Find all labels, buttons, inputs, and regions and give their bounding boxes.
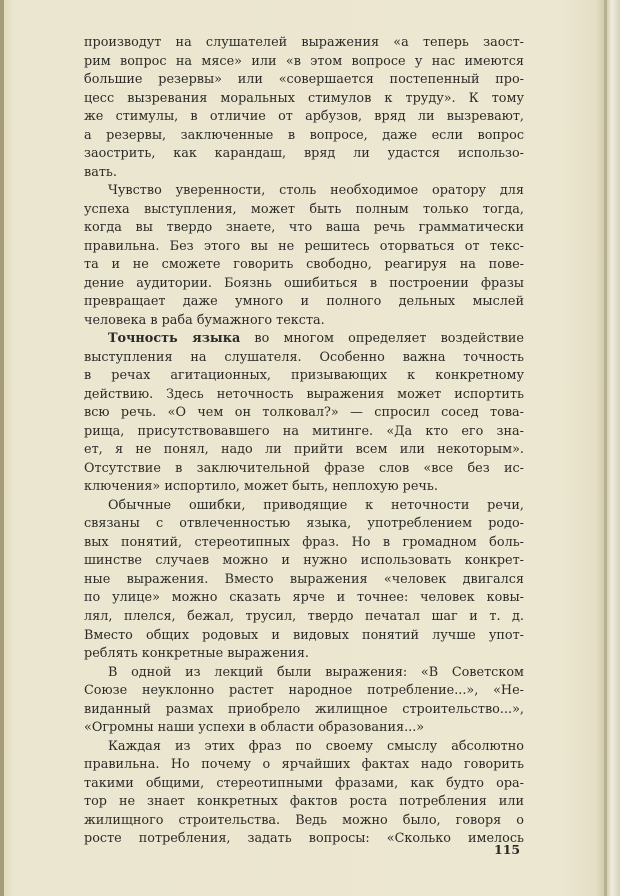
text-line: же стимулы, в отличие от арбузов, вряд ли вызревают, [84, 109, 524, 125]
text-line: росте потребления, задать вопросы: «Сколько имелось [84, 831, 524, 847]
text-line: большие резервы» или «совершается постепенный про- [84, 72, 524, 88]
text-line: связаны с отвлеченностью языка, употреблением родо- [84, 516, 524, 532]
text-line: а резервы, заключенные в вопросе, даже если вопрос [84, 127, 524, 143]
text-line: Каждая из этих фраз по своему смыслу абсолютно [108, 738, 524, 754]
text-line: действию. Здесь неточность выражения может испортить [84, 386, 524, 402]
text-line: лял, плелся, бежал, трусил, твердо печатал шаг и т. д. [84, 608, 524, 624]
text-line: та и не сможете говорить свободно, реагируя на пове- [84, 257, 524, 273]
text-line: такими общими, стереотипными фразами, как будто ора- [84, 775, 524, 791]
text-line: рища, присутствовавшего на митинге. «Да кто его зна- [84, 423, 524, 439]
text-line: Отсутствие в заключительной фразе слов «все без ис- [84, 460, 524, 476]
text-line-bold-lead [84, 330, 524, 349]
page-outer-edge [604, 0, 607, 896]
text-line: жилищного строительства. Ведь можно было, говоря о [84, 812, 524, 828]
text-line: превращает даже умного и полного дельных мыслей [84, 294, 524, 310]
text-line: цесс вызревания моральных стимулов к труду». К тому [84, 90, 524, 106]
text-line: правильна. Без этого вы не решитесь оторваться от текс- [84, 238, 524, 254]
text-line: когда вы твердо знаете, что ваша речь грамматически [84, 220, 524, 236]
text-line: Вместо общих родовых и видовых понятий лучше упот- [84, 627, 524, 643]
text-line: тор не знает конкретных фактов роста потребления или [84, 794, 524, 810]
text-line: ные выражения. Вместо выражения «человек двигался [84, 571, 524, 587]
text-line: дение аудитории. Боязнь ошибиться в построении фразы [84, 275, 524, 291]
text-line: рим вопрос на мясе» или «в этом вопросе у нас имеются [84, 53, 524, 69]
body-text [84, 34, 524, 849]
text-line: шинстве случаев можно и нужно использовать конкрет- [84, 553, 524, 569]
text-line: «Огромны наши успехи в области образования...» [84, 720, 425, 736]
text-line: реблять конкретные выражения. [84, 646, 309, 662]
text-line: вых понятий, стереотипных фраз. Но в громадном боль- [84, 534, 524, 550]
text-line: в речах агитационных, призывающих к конкретному [84, 368, 524, 384]
text-line: ет, я не понял, надо ли прийти всем или некоторым». [84, 442, 524, 458]
text-line: Обычные ошибки, приводящие к неточности речи, [108, 497, 524, 513]
text-line: по улице» можно сказать ярче и точнее: человек ковы- [84, 590, 524, 606]
bold-term: Точность языка [108, 331, 241, 347]
text-line: человека в раба бумажного текста. [84, 312, 325, 328]
text-line: Чувство уверенности, столь необходимое оратору для [108, 183, 524, 199]
bold-lead-rest: во многом определяет воздействие [240, 331, 524, 347]
text-line: заострить, как карандаш, вряд ли удастся использо- [84, 146, 524, 162]
text-line: виданный размах приобрело жилищное строительство...», [84, 701, 524, 717]
text-line: правильна. Но почему о ярчайших фактах надо говорить [84, 757, 524, 773]
page-binding-edge [0, 0, 4, 896]
page-number: 115 [494, 842, 521, 857]
text-line: В одной из лекций были выражения: «В Советском [108, 664, 524, 680]
text-line: ключения» испортило, может быть, неплохую речь. [84, 479, 438, 495]
text-line: вать. [84, 164, 117, 180]
text-line: производут на слушателей выражения «а теперь заост- [84, 35, 524, 50]
text-line: выступления на слушателя. Особенно важна точность [84, 349, 524, 365]
text-line: Союзе неуклонно растет народное потребление...», «Не- [84, 683, 524, 699]
text-line: успеха выступления, может быть полным только тогда, [84, 201, 524, 217]
text-line: всю речь. «О чем он толковал?» — спросил сосед това- [84, 405, 524, 421]
